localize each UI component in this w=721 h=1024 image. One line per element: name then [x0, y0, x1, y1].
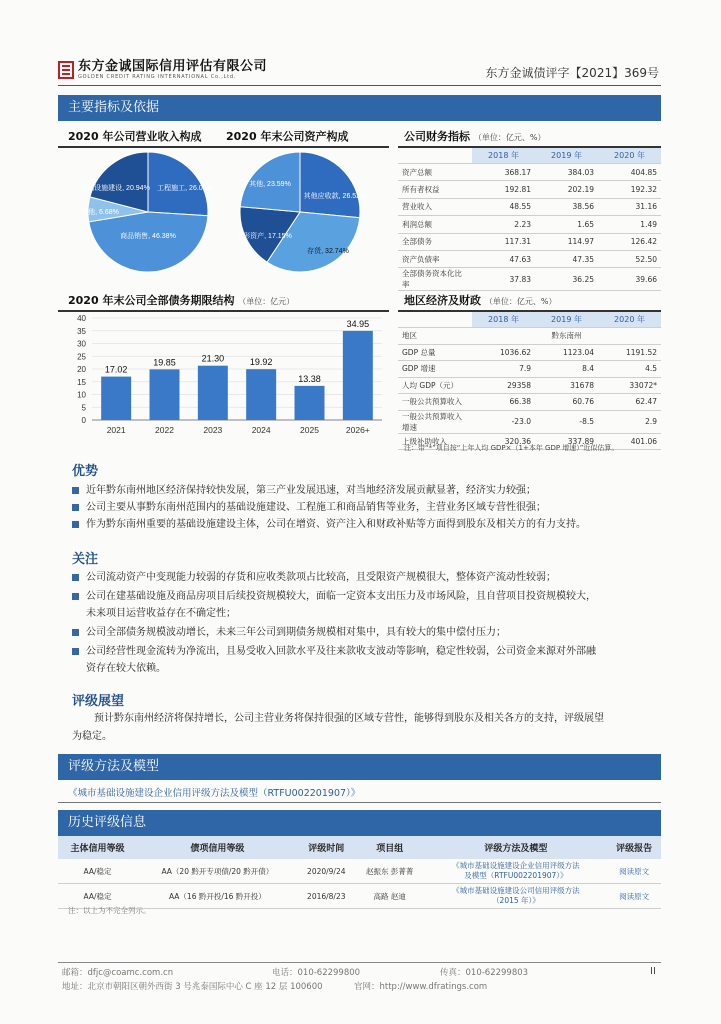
history-method-link[interactable]	[452, 861, 580, 880]
y-tick-label: 5	[81, 403, 86, 413]
y-tick-label: 25	[77, 352, 86, 362]
fin-cell: 2.23	[472, 216, 535, 233]
fin-cell: 1.65	[535, 216, 598, 233]
bullet-square-icon	[72, 593, 79, 600]
revenue-pie-slice-0	[148, 152, 208, 216]
pie-label-infrastructure-text: 基础设施建设, 20.94%	[80, 185, 150, 192]
footer-address: 地址：北京市朝阳区朝外西街 3 号兆泰国际中心 C 座 12 层 100600	[62, 982, 323, 992]
fin-row	[398, 233, 661, 250]
bar-value-label: 34.95	[346, 318, 370, 329]
concern-item	[72, 588, 662, 622]
pie-label-infrastructure	[80, 183, 150, 192]
concerns-title: 关注	[72, 552, 99, 567]
region-row	[398, 394, 661, 411]
advantages-title: 优势	[72, 464, 99, 479]
bullet-square-icon	[72, 521, 79, 528]
fin-table-unit: （单位：亿元、%）	[473, 133, 546, 142]
bullet-square-icon	[72, 504, 79, 511]
fin-cell: 126.42	[598, 233, 661, 250]
pie-label-engineering-text: 工程施工, 26.00%	[157, 185, 213, 192]
history-col-issue: 债项信用等级	[137, 836, 298, 859]
region-row	[398, 328, 661, 345]
fin-row-label: 资产负债率	[398, 250, 472, 267]
outlook-line-2: 为稳定。	[72, 731, 112, 742]
pie-label-receivables	[304, 191, 367, 200]
history-col-method: 评级方法及模型	[425, 836, 608, 859]
fin-year-2019: 2019 年	[535, 148, 598, 164]
fin-cell: 47.63	[472, 250, 535, 267]
pie-label-inventory	[307, 246, 349, 255]
region-name: 黔东南州	[472, 328, 661, 345]
pie-label-engineering	[157, 183, 213, 192]
fin-cell: 404.85	[598, 164, 661, 181]
region-table-note: 注：带“*”项目按“上年人均 GDP×（1+本年 GDP 增速）”近似估算。	[404, 444, 619, 452]
x-tick-label: 2023	[203, 425, 223, 435]
region-cell: 29358	[472, 377, 535, 394]
method-link[interactable]: 《城市基础设施建设企业信用评级方法及模型（RTFU002201907）》	[58, 784, 661, 803]
history-method-line2: （2015 年）》	[492, 896, 540, 905]
history-method	[425, 859, 608, 884]
history-method-line2: 及模型（RTFU002201907）》	[464, 871, 568, 880]
fin-table-title-text: 公司财务指标	[404, 130, 470, 143]
region-cell: 66.38	[472, 394, 535, 411]
y-tick-label: 10	[77, 390, 86, 400]
fin-cell: 114.97	[535, 233, 598, 250]
fin-row	[398, 164, 661, 181]
concern-text-cont: 未来项目运营收益存在不确定性；	[86, 608, 236, 619]
region-year-2019: 2019 年	[535, 312, 598, 328]
pie-divider	[58, 146, 389, 148]
x-tick-label: 2025	[300, 425, 319, 435]
history-report	[607, 884, 661, 909]
region-cell: 60.76	[535, 394, 598, 411]
concern-text: 公司在建基础设施及商品房项目后续投资规模较大，面临一定资本支出压力及市场风险，且自营项目投资规模较大，	[86, 591, 596, 602]
region-table-title-text: 地区经济及财政	[404, 294, 481, 307]
section-bar-history: 历史评级信息	[58, 810, 661, 836]
region-row-label: GDP 总量	[398, 344, 472, 361]
region-cell: 8.4	[535, 361, 598, 378]
debt-bar-chart	[60, 312, 390, 440]
advantage-item	[72, 516, 662, 533]
concern-text: 公司流动资产中变现能力较弱的存货和应收类款项占比较高，且受限资产规模很大，整体资产流动性较弱；	[86, 572, 556, 583]
concern-item	[72, 624, 662, 641]
region-table-header	[398, 312, 661, 328]
fin-cell: 47.35	[535, 250, 598, 267]
revenue-pie-title: 2020 年公司营业收入构成	[68, 130, 202, 143]
fin-row-label: 所有者权益	[398, 181, 472, 198]
x-tick-label: 2026+	[345, 425, 370, 435]
concern-text: 公司全部债务规模波动增长，未来三年公司到期债务规模相对集中，具有较大的集中偿付压力；	[86, 627, 506, 638]
bar-value-label: 21.30	[201, 353, 225, 364]
footer-website: 官网：http://www.dfratings.com	[354, 982, 488, 992]
region-row-label: GDP 增速	[398, 361, 472, 378]
x-tick-label: 2024	[251, 425, 271, 435]
bar-value-label: 19.92	[249, 357, 273, 368]
footer-divider	[58, 962, 661, 963]
region-table-corner	[398, 312, 472, 328]
fin-table	[398, 148, 661, 291]
region-cell: 1191.52	[598, 344, 661, 361]
fin-year-2020: 2020 年	[598, 148, 661, 164]
section-bar-method: 评级方法及模型	[58, 754, 661, 780]
concerns-list	[72, 569, 662, 677]
bullet-square-icon	[72, 574, 79, 581]
debt-bar-2023	[198, 366, 228, 420]
region-table-unit: （单位：亿元、%）	[484, 297, 557, 306]
bar-value-label: 17.02	[104, 364, 128, 375]
region-cell: 31678	[535, 377, 598, 394]
outlook-title: 评级展望	[72, 694, 125, 709]
y-tick-label: 15	[77, 377, 86, 387]
fin-cell: 37.83	[472, 268, 535, 291]
advantage-text: 近年黔东南州地区经济保持较快发展，第三产业发展迅速，对当地经济发展贡献显著，经济实力较强；	[86, 485, 536, 496]
fin-row	[398, 198, 661, 215]
debt-bar-2025	[295, 386, 325, 420]
revenue-pie-slice-1	[89, 212, 208, 272]
company-name-cn: 东方金诚国际信用评估有限公司	[78, 59, 268, 74]
y-tick-label: 0	[81, 416, 86, 425]
region-cell: -23.0	[472, 410, 535, 433]
history-col-team: 项目组	[355, 836, 425, 859]
debt-bar-2024	[246, 369, 276, 420]
region-cell: 320.36	[472, 433, 535, 450]
concern-text: 公司经营性现金流转为净流出，且易受收入回款水平及往来款收支波动等影响，稳定性较弱，公司资金来源对外部融	[86, 646, 596, 657]
fin-cell: 384.03	[535, 164, 598, 181]
region-row	[398, 410, 661, 433]
region-cell: 1036.62	[472, 344, 535, 361]
history-table	[58, 836, 661, 909]
history-note: 注：以上为不完全列示。	[68, 906, 151, 915]
debt-bar-2021	[101, 377, 131, 420]
region-cell: 4.5	[598, 361, 661, 378]
history-report-link[interactable]: 阅读原文	[619, 866, 650, 876]
bullet-square-icon	[72, 487, 79, 494]
bullet-square-icon	[72, 629, 79, 636]
region-cell: 337.89	[535, 433, 598, 450]
advantage-item	[72, 482, 662, 499]
advantage-text: 作为黔东南州重要的基础设施建设主体，公司在增资、资产注入和财政补贴等方面得到股东及相关方的有力支持。	[86, 519, 586, 530]
fin-cell: 368.17	[472, 164, 535, 181]
advantages-list	[72, 482, 662, 533]
region-table-title	[404, 292, 556, 308]
history-issue: AA（20 黔开专项债/20 黔开债）	[137, 859, 298, 884]
history-entity: AA/稳定	[58, 884, 137, 909]
history-method-line1: 《城市基础设施建设企业信用评级方法	[452, 861, 580, 870]
history-entity: AA/稳定	[58, 859, 137, 884]
fin-cell: 52.50	[598, 250, 661, 267]
fin-cell: 202.19	[535, 181, 598, 198]
region-year-2020: 2020 年	[598, 312, 661, 328]
pie-label-intangible	[236, 231, 292, 240]
company-name-en: GOLDEN CREDIT RATING INTERNATIONAL Co.,Ltd.	[78, 74, 237, 80]
y-tick-label: 30	[77, 339, 86, 349]
region-cell: 401.06	[598, 433, 661, 450]
asset-pie-title: 2020 年末公司资产构成	[226, 130, 349, 143]
fin-cell: 192.81	[472, 181, 535, 198]
bullet-square-icon	[72, 648, 79, 655]
pie-label-sales-text: 商品销售, 46.38%	[120, 233, 176, 240]
fin-row	[398, 181, 661, 198]
pie-label-other-asset	[249, 179, 291, 188]
history-report-link[interactable]: 阅读原文	[619, 891, 650, 901]
fin-table-header	[398, 148, 661, 164]
history-team: 赵振东 彭菁菁	[355, 859, 425, 884]
region-table	[398, 312, 661, 450]
region-cell: 7.9	[472, 361, 535, 378]
history-team: 高路 赵迪	[355, 884, 425, 909]
page-number: II	[650, 966, 656, 977]
concern-item	[72, 569, 662, 586]
pie-label-intangible-text: 无形资产, 17.15%	[236, 233, 292, 240]
region-row-label: 上级补助收入	[398, 433, 472, 450]
header-divider	[58, 85, 661, 86]
fin-row-label: 利润总额	[398, 216, 472, 233]
region-label: 地区	[398, 328, 472, 345]
pie-charts	[60, 150, 390, 280]
document-number: 东方金诚债评字【2021】369号	[485, 66, 659, 80]
debt-bar-2026+	[343, 331, 373, 420]
fin-cell: 1.49	[598, 216, 661, 233]
fin-row-label: 资产总额	[398, 164, 472, 181]
outlook-line-1: 预计黔东南州经济将保持增长，公司主营业务将保持很强的区域专营性，能够得到股东及相关各方的支持，评级展望	[94, 713, 604, 724]
company-logo-icon	[58, 61, 74, 79]
region-row-label: 一般公共预算收入	[398, 394, 472, 411]
fin-row-label: 全部债务	[398, 233, 472, 250]
region-cell: 2.9	[598, 410, 661, 433]
section-bar-main-indicators: 主要指标及依据	[58, 95, 661, 121]
y-tick-label: 20	[77, 365, 86, 374]
region-row	[398, 361, 661, 378]
fin-row-label: 营业收入	[398, 198, 472, 215]
fin-cell: 38.56	[535, 198, 598, 215]
history-row	[58, 859, 661, 884]
fin-row	[398, 216, 661, 233]
history-date: 2020/9/24	[298, 859, 355, 884]
pie-label-inventory-text: 存货, 32.74%	[307, 248, 349, 255]
y-tick-label: 35	[77, 326, 86, 336]
y-tick-label: 40	[77, 314, 86, 323]
debt-chart-unit: （单位：亿元）	[238, 297, 295, 306]
fin-table-corner	[398, 148, 472, 164]
footer-email: 邮箱：dfjc@coamc.com.cn	[62, 968, 174, 978]
bar-value-label: 13.38	[298, 373, 321, 384]
region-year-2018: 2018 年	[472, 312, 535, 328]
concern-item	[72, 643, 662, 677]
history-col-entity: 主体信用等级	[58, 836, 137, 859]
pie-label-sales	[120, 231, 176, 240]
region-cell: 33072*	[598, 377, 661, 394]
fin-row	[398, 268, 661, 291]
pie-label-receivables-text: 其他应收款, 26.52%	[303, 193, 367, 200]
history-header	[58, 836, 661, 859]
region-row	[398, 377, 661, 394]
concern-text-cont: 资存在较大依赖。	[86, 663, 166, 674]
asset-pie-slice-0	[300, 152, 360, 218]
fin-table-title	[404, 128, 545, 144]
fin-cell: 48.55	[472, 198, 535, 215]
history-col-report: 评级报告	[607, 836, 661, 859]
debt-chart-title-text: 2020 年末公司全部债务期限结构	[68, 294, 235, 307]
fin-cell: 31.16	[598, 198, 661, 215]
company-logo	[58, 60, 267, 80]
fin-year-2018: 2018 年	[472, 148, 535, 164]
fin-row	[398, 250, 661, 267]
advantage-text: 公司主要从事黔东南州范围内的基础设施建设、工程施工和商品销售等业务，主营业务区域专营性很强；	[86, 502, 546, 513]
region-cell: 62.47	[598, 394, 661, 411]
x-tick-label: 2021	[106, 425, 126, 435]
history-method	[425, 884, 608, 909]
fin-cell: 117.31	[472, 233, 535, 250]
region-row-label: 人均 GDP（元）	[398, 377, 472, 394]
fin-cell: 192.32	[598, 181, 661, 198]
x-tick-label: 2022	[155, 425, 174, 435]
history-col-date: 评级时间	[298, 836, 355, 859]
fin-row-label: 全部债务资本化比率	[398, 268, 472, 291]
debt-bar-2022	[150, 369, 180, 420]
region-cell: 1123.04	[535, 344, 598, 361]
region-row-label: 一般公共预算收入增速	[398, 410, 472, 433]
footer-fax: 传真：010-62299803	[440, 968, 529, 978]
fin-cell: 39.66	[598, 268, 661, 291]
region-cell: -8.5	[535, 410, 598, 433]
pie-label-other-revenue-text: 其他, 6.68%	[81, 209, 119, 216]
footer-phone: 电话：010-62299800	[272, 968, 361, 978]
advantage-item	[72, 499, 662, 516]
region-row	[398, 344, 661, 361]
debt-chart-title	[68, 292, 294, 308]
history-issue: AA（16 黔开投/16 黔开投）	[137, 884, 298, 909]
history-report	[607, 859, 661, 884]
history-date: 2016/8/23	[298, 884, 355, 909]
fin-cell: 36.25	[535, 268, 598, 291]
pie-label-other-asset-text: 其他, 23.59%	[249, 181, 291, 188]
pie-label-other-revenue	[81, 207, 119, 216]
history-method-line1: 《城市基础设施建设公司信用评级方法	[452, 886, 580, 895]
bar-value-label: 19.85	[153, 357, 176, 368]
history-method-link[interactable]	[452, 886, 580, 905]
